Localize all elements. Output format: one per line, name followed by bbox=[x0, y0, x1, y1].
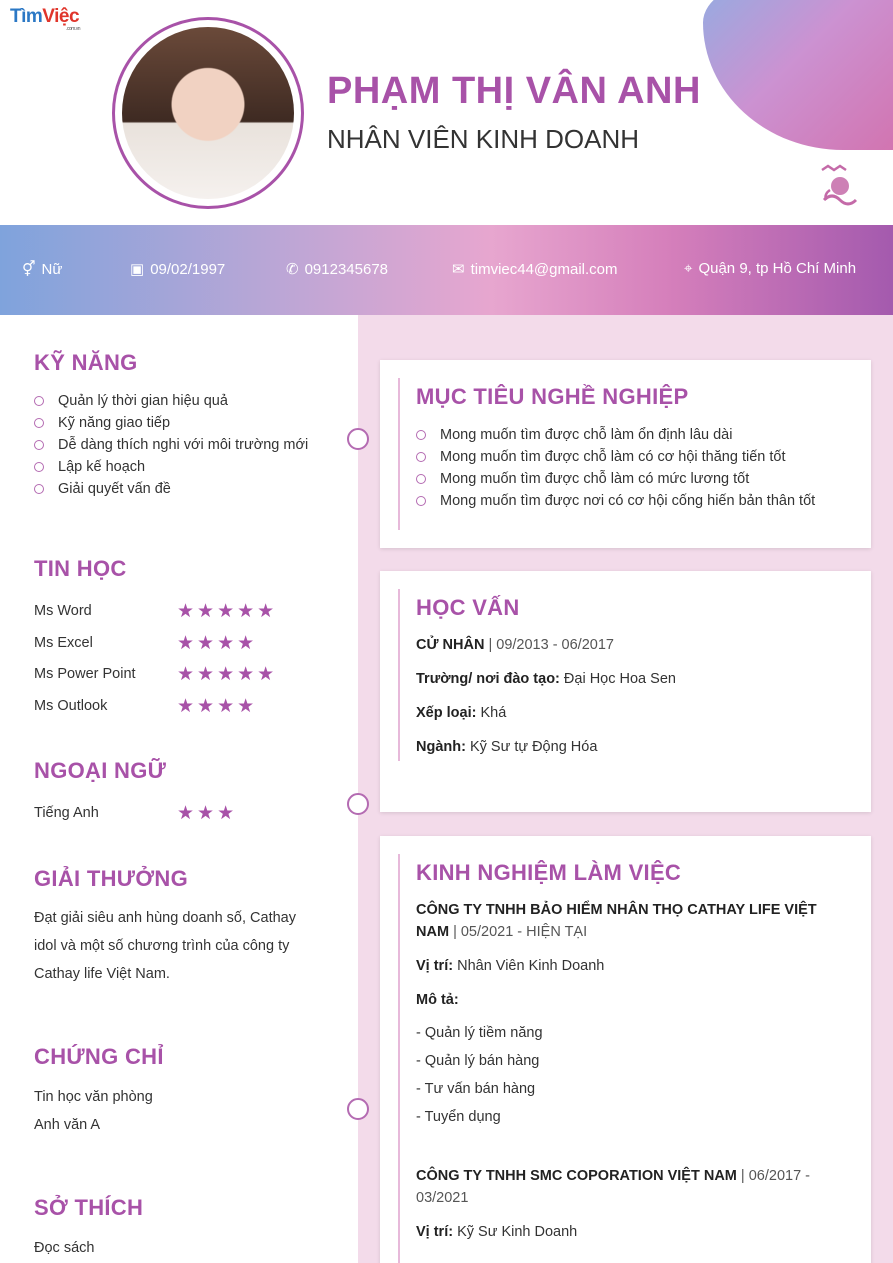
rating-row: Ms Power Point ★★★★★ bbox=[34, 663, 278, 685]
aquarius-zodiac-icon bbox=[816, 160, 862, 210]
awards-line: Cathay life Việt Nam. bbox=[34, 966, 170, 982]
list-item: Giải quyết vấn đề bbox=[34, 478, 308, 500]
job-desc-label: Mô tả: bbox=[416, 992, 459, 1008]
job-position: Vị trí: Nhân Viên Kinh Doanh bbox=[416, 958, 605, 974]
contact-bar bbox=[0, 225, 893, 315]
rating-row: Ms Excel ★★★★ bbox=[34, 632, 258, 654]
job-company-cont: NAM | 05/2021 - HIỆN TẠI bbox=[416, 924, 588, 940]
education-title: HỌC VẤN bbox=[416, 595, 520, 620]
objective-title: MỤC TIÊU NGHỀ NGHIỆP bbox=[416, 384, 689, 409]
awards-line: idol và một số chương trình của công ty bbox=[34, 938, 290, 954]
experience-card bbox=[380, 836, 871, 1263]
job-duty: - Tư vấn bán hàng bbox=[416, 1081, 536, 1097]
list-item: Kỹ năng giao tiếp bbox=[34, 412, 308, 434]
job-duty: - Tuyển dụng bbox=[416, 1109, 501, 1125]
objective-card bbox=[380, 360, 871, 548]
contact-address: ⌖ Quận 9, tp Hồ Chí Minh bbox=[684, 260, 857, 277]
timeline-dot bbox=[347, 793, 369, 815]
awards-line: Đạt giải siêu anh hùng doanh số, Cathay bbox=[34, 910, 296, 926]
star-rating: ★★★★★ bbox=[177, 600, 278, 622]
list-item: Dễ dàng thích nghi với môi trường mới bbox=[34, 434, 308, 456]
list-item: Quản lý thời gian hiệu quả bbox=[34, 390, 308, 412]
list-item: Mong muốn tìm được chỗ làm có cơ hội thăng tiến tốt bbox=[416, 446, 815, 468]
decorative-blob bbox=[703, 0, 893, 150]
list-item: Mong muốn tìm được chỗ làm ổn định lâu dài bbox=[416, 424, 815, 446]
education-major: Ngành: Kỹ Sư tự Động Hóa bbox=[416, 739, 598, 755]
timeline-dot bbox=[347, 1098, 369, 1120]
objective-list bbox=[416, 424, 815, 512]
skills-title: KỸ NĂNG bbox=[34, 350, 138, 375]
star-rating: ★★★★ bbox=[177, 695, 258, 717]
list-item: Lập kế hoạch bbox=[34, 456, 308, 478]
skills-list bbox=[34, 390, 308, 500]
list-item: Mong muốn tìm được nơi có cơ hội cống hiến bản thân tốt bbox=[416, 490, 815, 512]
education-grade: Xếp loại: Khá bbox=[416, 705, 507, 721]
hobbies-title: SỞ THÍCH bbox=[34, 1195, 144, 1220]
certificate-item: Anh văn A bbox=[34, 1117, 101, 1133]
education-degree: CỬ NHÂN | 09/2013 - 06/2017 bbox=[416, 637, 614, 653]
timeline-dot bbox=[347, 428, 369, 450]
avatar bbox=[112, 17, 304, 209]
experience-title: KINH NGHIỆM LÀM VIỆC bbox=[416, 860, 682, 885]
awards-title: GIẢI THƯỞNG bbox=[34, 866, 188, 891]
certificates-title: CHỨNG CHỈ bbox=[34, 1044, 164, 1069]
hobby-item: Đọc sách bbox=[34, 1240, 95, 1256]
phone-icon: ✆ bbox=[286, 261, 299, 278]
candidate-job-title: NHÂN VIÊN KINH DOANH bbox=[327, 124, 640, 154]
contact-email[interactable]: ✉ timviec44@gmail.com bbox=[452, 260, 618, 278]
contact-gender: ⚥ Nữ bbox=[22, 260, 63, 278]
it-skills-title: TIN HỌC bbox=[34, 556, 127, 581]
calendar-icon: ▣ bbox=[130, 261, 145, 278]
education-school: Trường/ nơi đào tạo: Đại Học Hoa Sen bbox=[416, 671, 676, 687]
job-duty: - Quản lý tiềm năng bbox=[416, 1025, 543, 1041]
certificate-item: Tin học văn phòng bbox=[34, 1089, 153, 1105]
job-company: CÔNG TY TNHH SMC COPORATION VIỆT NAM | 06/2017 - bbox=[416, 1168, 810, 1184]
cv-header bbox=[0, 0, 893, 225]
languages-title: NGOẠI NGỮ bbox=[34, 758, 167, 783]
contact-phone[interactable]: ✆ 0912345678 bbox=[286, 260, 389, 278]
star-rating: ★★★★★ bbox=[177, 663, 278, 685]
location-pin-icon: ⌖ bbox=[684, 260, 693, 277]
star-rating: ★★★★ bbox=[177, 632, 258, 654]
rating-row: Tiếng Anh ★★★ bbox=[34, 802, 238, 824]
education-card bbox=[380, 571, 871, 812]
avatar-photo bbox=[122, 27, 294, 199]
star-rating: ★★★ bbox=[177, 802, 238, 824]
rating-row: Ms Outlook ★★★★ bbox=[34, 695, 258, 717]
timviec-logo[interactable]: TìmViệc .com.vn bbox=[10, 6, 81, 32]
job-position: Vị trí: Kỹ Sư Kinh Doanh bbox=[416, 1224, 578, 1240]
gender-icon: ⚥ bbox=[22, 261, 36, 278]
rating-row: Ms Word ★★★★★ bbox=[34, 600, 278, 622]
email-icon: ✉ bbox=[452, 261, 465, 278]
job-company: CÔNG TY TNHH BẢO HIỂM NHÂN THỌ CATHAY LIFE VIỆT bbox=[416, 902, 817, 918]
list-item: Mong muốn tìm được chỗ làm có mức lương tốt bbox=[416, 468, 815, 490]
candidate-name: PHẠM THỊ VÂN ANH bbox=[327, 70, 701, 112]
job-period-cont: 03/2021 bbox=[416, 1190, 469, 1206]
job-duty: - Quản lý bán hàng bbox=[416, 1053, 540, 1069]
contact-birthday: ▣ 09/02/1997 bbox=[130, 260, 226, 278]
